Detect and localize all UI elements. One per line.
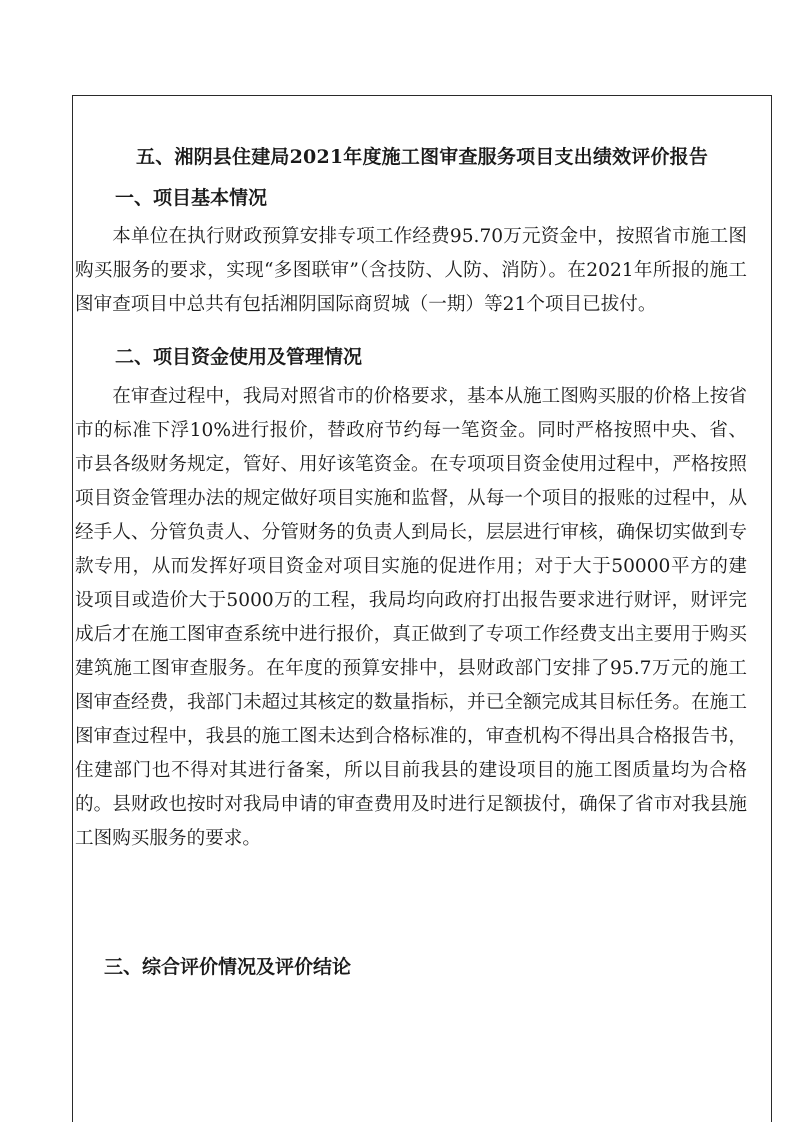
section-paragraph-fund-management: 在审查过程中，我局对照省市的价格要求，基本从施工图购买服的价格上按省市的标准下浮10%进行报价，替政府节约每一笔资金。同时严格按照中央、省、市县各级财务规定，管好、用好该笔资金。在专项项目资金使用过程中，严格按照项目资金管理办法的规定做好项目实施和监督，从每一个项目的报账的过程中，从经手人、分管负责人、分管财务的负责人到局长，层层进行审核，确保切实做到专款专用，从而发挥好项目资金对项目实施的促进作用；对于大于50000平方的建设项目或造价大于5000万的工程，我局均向政府打出报告要求进行财评，财评完成后才在施工图审查系统中进行报价，真正做到了专项工作经费支出主要用于购买建筑施工图审查服务。在年度的预算安排中，县财政部门安排了95.7万元的施工图审查经费，我部门未超过其核定的数量指标，并已全额完成其目标任务。在施工图审查过程中，我县的施工图未达到合格标准的，审查机构不得出具合格报告书，住建部门也不得对其进行备案，所以目前我县的建设项目的施工图质量均为合格的。县财政也按时对我局申请的审查费用及时进行足额拔付，确保了省市对我县施工图购买服务的要求。 [75,386,747,849]
report-title: 五、湘阴县住建局2021年度施工图审查服务项目支出绩效评价报告 [136,146,709,168]
section-paragraph-basic-info: 本单位在执行财政预算安排专项工作经费95.70万元资金中，按照省市施工图购买服务的要求，实现“多图联审”（含技防、人防、消防）。在2021年所报的施工图审查项目中总共有包括湘阴国际商贸城（一期）等21个项目已拔付。 [75,226,747,315]
section-heading-evaluation: 三、综合评价情况及评价结论 [104,956,352,978]
section-heading-basic-info: 一、项目基本情况 [115,187,268,209]
section-heading-fund-management: 二、项目资金使用及管理情况 [115,346,363,368]
